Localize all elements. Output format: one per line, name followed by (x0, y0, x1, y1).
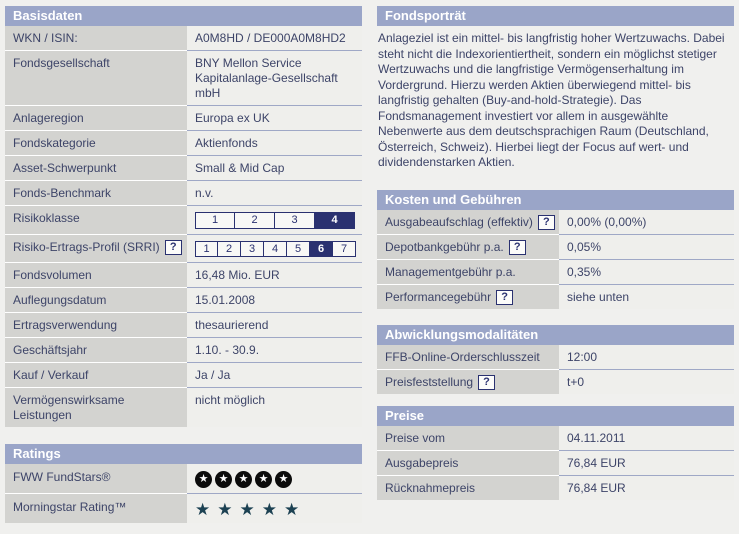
table-row (5, 312, 362, 337)
row-value-cell (187, 362, 362, 387)
star-icon: ★ (195, 471, 212, 488)
row-label: Fonds-Benchmark (13, 186, 112, 200)
row-value-cell (187, 262, 362, 287)
row-label-cell (5, 50, 187, 105)
row-label: Geschäftsjahr (13, 343, 88, 357)
abwicklung-section (377, 325, 734, 394)
help-icon[interactable]: ? (509, 240, 526, 255)
risk-scale-cell: 4 (264, 241, 287, 257)
risk-scale-cell: 2 (235, 212, 275, 229)
row-label-cell (5, 287, 187, 312)
table-row (5, 105, 362, 130)
risk-scale-cell-selected: 4 (315, 212, 355, 229)
table-row (5, 362, 362, 387)
section-title-fondsportraet: Fondsporträt (377, 6, 734, 26)
section-title-kosten: Kosten und Gebühren (377, 190, 734, 210)
row-label: Fondsvolumen (13, 268, 92, 282)
star-icon: ★ (195, 500, 211, 519)
row-value-cell (559, 426, 734, 450)
table-row (377, 369, 734, 394)
row-value: 0,35% (567, 264, 602, 279)
row-value-cell (559, 345, 734, 369)
row-label-cell (5, 362, 187, 387)
row-value: 12:00 (567, 349, 598, 364)
section-title-ratings: Ratings (5, 444, 362, 464)
risk-scale-cell: 1 (195, 212, 235, 229)
right-column (377, 6, 734, 523)
row-label: Anlageregion (13, 111, 84, 125)
row-label: Preise vom (385, 430, 446, 445)
row-label: Kauf / Verkauf (13, 368, 89, 382)
ratings-section (5, 444, 362, 523)
row-value: 04.11.2011 (567, 430, 626, 445)
rows-kosten (377, 210, 734, 309)
row-label-cell (5, 130, 187, 155)
row-label: Fondskategorie (13, 136, 96, 150)
table-row (5, 130, 362, 155)
row-label-cell (5, 234, 187, 262)
row-label-cell (377, 210, 559, 234)
table-row (377, 284, 734, 309)
row-label: WKN / ISIN: (13, 31, 78, 45)
row-label: FFB-Online-Orderschlusszeit (385, 349, 540, 364)
help-icon[interactable]: ? (496, 290, 513, 305)
row-value-cell (187, 464, 362, 493)
table-row (377, 259, 734, 284)
row-value: BNY Mellon Service Kapitalanlage-Gesellschaft mbH (195, 56, 338, 100)
table-row (377, 475, 734, 500)
star-icon: ★ (284, 500, 300, 519)
row-label: Morningstar Rating™ (13, 500, 127, 514)
row-label: Auflegungsdatum (13, 293, 107, 307)
row-value: 76,84 EUR (567, 480, 626, 495)
row-value: siehe unten (567, 289, 630, 304)
table-row (5, 493, 362, 523)
row-label-cell (5, 493, 187, 523)
star-icon: ★ (235, 471, 252, 488)
row-label: Preisfeststellung (385, 374, 474, 389)
row-value: thesaurierend (195, 318, 269, 332)
row-value-cell (187, 180, 362, 205)
table-row (5, 387, 362, 427)
row-label-cell (5, 105, 187, 130)
row-value-cell (187, 287, 362, 312)
risk-scale-cell-selected: 6 (310, 241, 333, 257)
row-label: FWW FundStars® (13, 470, 111, 484)
help-icon[interactable]: ? (538, 215, 555, 230)
table-row (377, 234, 734, 259)
row-value-cell (559, 284, 734, 309)
row-label-cell (5, 262, 187, 287)
row-value: t+0 (567, 374, 585, 389)
table-row (5, 50, 362, 105)
help-icon[interactable]: ? (165, 240, 182, 255)
row-value-cell (187, 50, 362, 105)
row-label: Risikoklasse (13, 211, 80, 225)
rows-preise (377, 426, 734, 500)
row-value-cell (187, 387, 362, 427)
row-value: Small & Mid Cap (195, 161, 285, 175)
risk-scale-cell: 3 (241, 241, 264, 257)
kosten-section (377, 190, 734, 309)
row-value: 0,00% (0,00%) (567, 214, 647, 229)
row-value: n.v. (195, 186, 214, 200)
risk-scale-cell: 2 (218, 241, 241, 257)
table-row (5, 155, 362, 180)
star-icon: ★ (215, 471, 232, 488)
morningstar-rating (195, 500, 358, 518)
star-icon: ★ (275, 471, 292, 488)
section-title-basisdaten: Basisdaten (5, 6, 362, 26)
row-label: Managementgebühr p.a. (385, 264, 516, 279)
row-label-cell (5, 337, 187, 362)
table-row (5, 234, 362, 262)
row-value: 76,84 EUR (567, 455, 626, 470)
row-label-cell (377, 450, 559, 475)
risk-scale-cell: 5 (287, 241, 310, 257)
row-label-cell (5, 312, 187, 337)
row-value: Ja / Ja (195, 368, 231, 382)
table-row (377, 345, 734, 369)
row-value-cell (187, 205, 362, 234)
row-label-cell (377, 475, 559, 500)
table-row (377, 210, 734, 234)
table-row (5, 287, 362, 312)
row-value-cell (187, 312, 362, 337)
row-value-cell (559, 475, 734, 500)
risk-scale-cell: 7 (333, 241, 356, 257)
rows-abwicklung (377, 345, 734, 394)
star-icon: ★ (217, 500, 233, 519)
table-row (5, 337, 362, 362)
row-label: Vermögenswirksame Leistungen (13, 393, 125, 422)
row-label: Rücknahmepreis (385, 480, 476, 495)
rows-ratings (5, 464, 362, 523)
row-label: Depotbankgebühr p.a. (385, 239, 504, 254)
row-label-cell (377, 369, 559, 394)
row-value-cell (187, 26, 362, 50)
table-row (5, 262, 362, 287)
row-value: 15.01.2008 (195, 293, 256, 307)
row-label: Asset-Schwerpunkt (13, 161, 117, 175)
row-label: Performancegebühr (385, 289, 492, 304)
table-row (5, 26, 362, 50)
risk-scale-cell: 1 (195, 241, 218, 257)
row-label: Ausgabeaufschlag (effektiv) (385, 214, 533, 229)
row-label-cell (5, 387, 187, 427)
row-label: Risiko-Ertrags-Profil (SRRI) (13, 240, 160, 254)
row-label-cell (5, 180, 187, 205)
row-label-cell (5, 155, 187, 180)
risk-scale (195, 241, 358, 257)
row-value: Europa ex UK (195, 111, 270, 125)
row-value: 1.10. - 30.9. (195, 343, 260, 357)
left-column (5, 6, 362, 523)
row-value: A0M8HD / DE000A0M8HD2 (195, 31, 346, 45)
row-value: Aktienfonds (195, 136, 258, 150)
row-value: 16,48 Mio. EUR (195, 268, 280, 282)
star-icon: ★ (261, 500, 277, 519)
row-label-cell (377, 259, 559, 284)
row-value-cell (187, 234, 362, 262)
row-label-cell (377, 234, 559, 259)
row-label: Ausgabepreis (385, 455, 459, 470)
row-value-cell (559, 369, 734, 394)
fund-portrait-text: Anlageziel ist ein mittel- bis langfristig hoher Wertzuwachs. Dabei steht nicht die Indexorientiertheit, sondern ein möglichst stetiger Wertzuwachs und die langfristige Vermögenserhaltung im Vordergrund. Hierzu werden Aktien überwiegend mittel- bis langfristig gehalten (Buy-and-hold-Strategie). Das Fondsmanagement investiert vor allem in ausgewählte Nebenwerte aus dem deutschsprachigen Raum (Deutschland, Österreich, Schweiz). Hierbei liegt der Focus auf wert- und dividendenstarken Aktien. (378, 31, 725, 169)
row-label-cell (5, 464, 187, 493)
help-icon[interactable]: ? (478, 375, 495, 390)
row-value: nicht möglich (195, 393, 266, 407)
table-row (5, 180, 362, 205)
row-label-cell (5, 26, 187, 50)
star-icon: ★ (255, 471, 272, 488)
row-value: 0,05% (567, 239, 602, 254)
section-title-abwicklung: Abwicklungsmodalitäten (377, 325, 734, 345)
row-label-cell (377, 284, 559, 309)
risk-scale (195, 212, 358, 229)
table-row (5, 464, 362, 493)
basisdaten-section (5, 6, 362, 427)
fundstars-rating (195, 470, 358, 488)
rows-basisdaten (5, 26, 362, 427)
row-value-cell (559, 210, 734, 234)
row-value-cell (187, 130, 362, 155)
row-label: Ertragsverwendung (13, 318, 118, 332)
row-value-cell (559, 450, 734, 475)
row-label: Fondsgesellschaft (13, 56, 110, 70)
row-value-cell (559, 234, 734, 259)
row-label-cell (377, 345, 559, 369)
risk-scale-cell: 3 (275, 212, 315, 229)
table-row (377, 450, 734, 475)
row-label-cell (5, 205, 187, 234)
table-row (377, 426, 734, 450)
row-value-cell (559, 259, 734, 284)
row-value-cell (187, 337, 362, 362)
star-icon: ★ (239, 500, 255, 519)
row-value-cell (187, 105, 362, 130)
row-value-cell (187, 493, 362, 523)
preise-section (377, 406, 734, 500)
fondsportraet-section (377, 6, 734, 171)
section-title-preise: Preise (377, 406, 734, 426)
table-row (5, 205, 362, 234)
row-label-cell (377, 426, 559, 450)
row-value-cell (187, 155, 362, 180)
